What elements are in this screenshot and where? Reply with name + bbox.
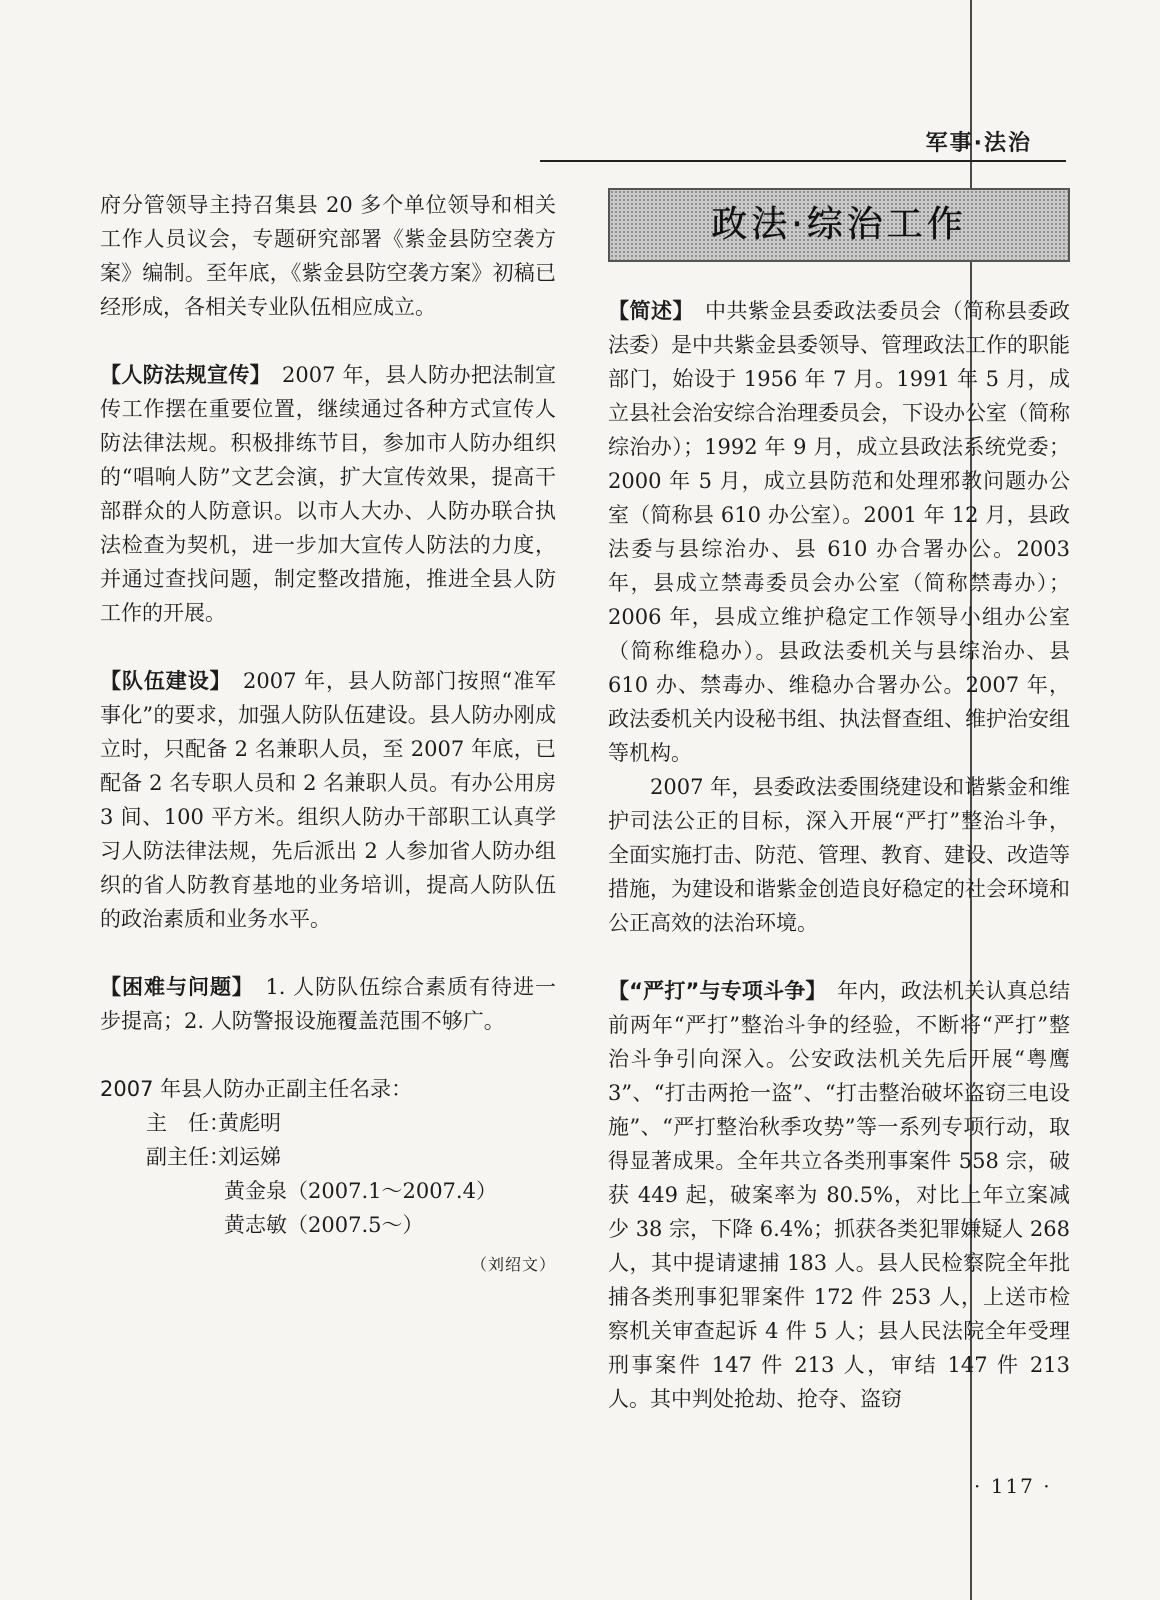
entry-civil-defense-law-publicity — [100, 358, 556, 630]
section-title: 政法·综治工作 — [711, 204, 967, 245]
entry-text: 2007 年，县人防办把法制宣传工作摆在重要位置，继续通过各种方式宣传人防法律法规。积极排练节目，参加市人防办组织的“唱响人防”文艺会演，扩大宣传效果，提高干部群众的人防意识。以市人大办、人防办联合执法检查为契机，进一步加大宣传人防法的力度，并通过查找问题，制定整改措施，推进全县人防工作的开展。 — [100, 363, 556, 625]
author-credit: （刘绍文） — [470, 1255, 556, 1274]
roster-name: 黄金泉（2007.1～2007.4） — [224, 1179, 497, 1203]
running-header: 军事·法治 — [925, 131, 1032, 156]
summary-paragraph-2: 2007 年，县委政法委围绕建设和谐紫金和维护司法公正的目标，深入开展“严打”整治斗争，全面实施打击、防范、管理、教育、建设、改造等措施，为建设和谐紫金创造良好稳定的社会环境和公正高效的法治环境。 — [608, 775, 1070, 935]
roster-deputy-row — [100, 1140, 556, 1174]
entry-text: 2007 年，县人防部门按照“准军事化”的要求，加强人防队伍建设。县人防办刚成立时，只配备 2 名兼职人员，至 2007 年底，已配备 2 名专职人员和 2 名兼职人员。有办公用房 3 间、100 平方米。组织人防办干部职工认真学习人防法律法规，先后派出 2 人参加省人防办组织的省人防教育基地的业务培训，提高人防队伍的政治素质和业务水平。 — [100, 669, 557, 931]
page-number: · 117 · — [974, 1474, 1052, 1498]
entry-strike-hard — [608, 974, 1070, 1416]
entry-text: 1. 人防队伍综合素质有待进一步提高；2. 人防警报设施覆盖范围不够广。 — [100, 975, 557, 1033]
right-column — [608, 188, 1070, 1416]
roster — [100, 1072, 556, 1242]
roster-heading: 2007 年县人防办正副主任名录： — [100, 1077, 413, 1101]
entry-team-building — [100, 664, 556, 936]
roster-name: 黄彪明 — [218, 1111, 281, 1135]
roster-director-row — [100, 1106, 556, 1140]
roster-name: 刘运娣 — [218, 1145, 281, 1169]
roster-role: 副主任： — [146, 1145, 230, 1169]
entry-summary — [608, 294, 1070, 770]
header-rule — [540, 160, 1066, 162]
entry-tag: 【人防法规宣传】 — [100, 363, 261, 387]
entry-tag: 【队伍建设】 — [100, 669, 222, 693]
entry-tag: 【困难与问题】 — [100, 975, 244, 999]
entry-difficulties — [100, 970, 556, 1038]
entry-text: 中共紫金县委政法委员会（简称县委政法委）是中共紫金县委领导、管理政法工作的职能部门，始设于 1956 年 7 月。1991 年 5 月，成立县社会治安综合治理委员会，下设办公室（简称综治办）；1992 年 9 月，成立县政法系统党委；2000 年 5 月，成立县防范和处理邪教问题办公室（简称县 610 办公室）。2001 年 12 月，县政法委与县综治办、县 610 办合署办公。2003 年，县成立禁毒委员会办公室（简称禁毒办）；2006 年，县成立维护稳定工作领导小组办公室（简称维稳办）。县政法委机关与县综治办、县 610 办、禁毒办、维稳办合署办公。2007 年，政法委机关内设秘书组、执法督查组、维护治安组等机构。 — [608, 299, 1070, 765]
entry-tag: 【“严打”与专项斗争】 — [608, 979, 817, 1003]
left-column — [100, 188, 556, 1282]
roster-role: 主 任： — [146, 1111, 230, 1135]
section-banner — [608, 188, 1070, 262]
entry-tag: 【简述】 — [608, 299, 684, 323]
roster-name: 黄志敏（2007.5～） — [224, 1213, 424, 1237]
intro-paragraph: 府分管领导主持召集县 20 多个单位领导和相关工作人员议会，专题研究部署《紫金县防空袭方案》编制。至年底，《紫金县防空袭方案》初稿已经形成，各相关专业队伍相应成立。 — [100, 193, 556, 319]
entry-text: 年内，政法机关认真总结前两年“严打”整治斗争的经验，不断将“严打”整治斗争引向深入。公安政法机关先后开展“粤鹰 3”、“打击两抢一盗”、“打击整治破坏盗窃三电设施”、“严打整治秋季攻势”等一系列专项行动，取得显著成果。全年共立各类刑事案件 558 宗，破获 449 起，破案率为 80.5%，对比上年立案减少 38 宗，下降 6.4%；抓获各类犯罪嫌疑人 268 人，其中提请逮捕 183 人。县人民检察院全年批捕各类刑事犯罪案件 172 件 253 人，上送市检察机关审查起诉 4 件 5 人；县人民法院全年受理刑事案件 147 件 213 人，审结 147 件 213 人。其中判处抢劫、抢夺、盗窃 — [608, 979, 1071, 1411]
